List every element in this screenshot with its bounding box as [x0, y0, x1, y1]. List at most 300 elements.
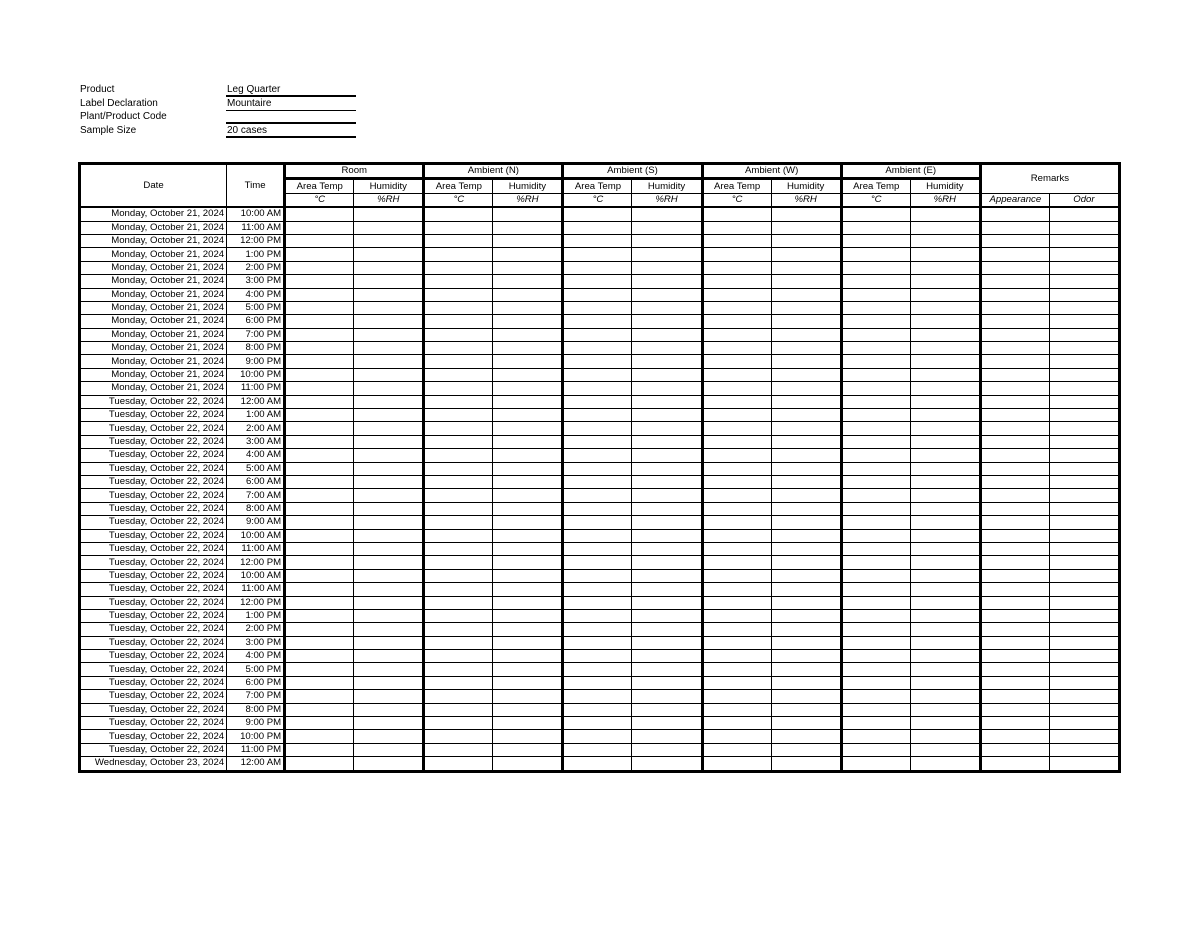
room-humidity-cell[interactable]	[354, 248, 424, 261]
appearance-cell[interactable]	[980, 529, 1049, 542]
ambient-w-area-temp-cell[interactable]	[702, 516, 771, 529]
ambient-n-humidity-cell[interactable]	[493, 542, 563, 555]
ambient-n-area-temp-cell[interactable]	[424, 207, 493, 221]
ambient-e-area-temp-cell[interactable]	[841, 650, 910, 663]
ambient-s-area-temp-cell[interactable]	[563, 435, 632, 448]
ambient-e-area-temp-cell[interactable]	[841, 743, 910, 756]
appearance-cell[interactable]	[980, 757, 1049, 771]
odor-cell[interactable]	[1049, 583, 1119, 596]
ambient-s-humidity-cell[interactable]	[632, 355, 702, 368]
ambient-w-area-temp-cell[interactable]	[702, 609, 771, 622]
ambient-s-humidity-cell[interactable]	[632, 234, 702, 247]
ambient-e-humidity-cell[interactable]	[910, 609, 980, 622]
ambient-e-area-temp-cell[interactable]	[841, 676, 910, 689]
ambient-n-area-temp-cell[interactable]	[424, 703, 493, 716]
ambient-w-area-temp-cell[interactable]	[702, 221, 771, 234]
ambient-n-humidity-cell[interactable]	[493, 342, 563, 355]
ambient-w-humidity-cell[interactable]	[771, 382, 841, 395]
room-humidity-cell[interactable]	[354, 676, 424, 689]
ambient-w-area-temp-cell[interactable]	[702, 703, 771, 716]
room-humidity-cell[interactable]	[354, 207, 424, 221]
room-area-temp-cell[interactable]	[285, 717, 354, 730]
ambient-s-area-temp-cell[interactable]	[563, 502, 632, 515]
ambient-e-humidity-cell[interactable]	[910, 409, 980, 422]
ambient-e-area-temp-cell[interactable]	[841, 382, 910, 395]
room-area-temp-cell[interactable]	[285, 703, 354, 716]
ambient-n-area-temp-cell[interactable]	[424, 650, 493, 663]
ambient-n-humidity-cell[interactable]	[493, 449, 563, 462]
ambient-s-area-temp-cell[interactable]	[563, 462, 632, 475]
ambient-s-area-temp-cell[interactable]	[563, 207, 632, 221]
appearance-cell[interactable]	[980, 556, 1049, 569]
ambient-e-area-temp-cell[interactable]	[841, 502, 910, 515]
room-humidity-cell[interactable]	[354, 368, 424, 381]
odor-cell[interactable]	[1049, 502, 1119, 515]
ambient-n-humidity-cell[interactable]	[493, 583, 563, 596]
ambient-e-area-temp-cell[interactable]	[841, 315, 910, 328]
ambient-w-humidity-cell[interactable]	[771, 435, 841, 448]
room-area-temp-cell[interactable]	[285, 542, 354, 555]
ambient-e-humidity-cell[interactable]	[910, 422, 980, 435]
ambient-n-area-temp-cell[interactable]	[424, 261, 493, 274]
ambient-n-area-temp-cell[interactable]	[424, 583, 493, 596]
ambient-w-humidity-cell[interactable]	[771, 221, 841, 234]
ambient-e-humidity-cell[interactable]	[910, 556, 980, 569]
ambient-n-area-temp-cell[interactable]	[424, 315, 493, 328]
room-area-temp-cell[interactable]	[285, 221, 354, 234]
ambient-n-humidity-cell[interactable]	[493, 502, 563, 515]
room-humidity-cell[interactable]	[354, 328, 424, 341]
ambient-n-area-temp-cell[interactable]	[424, 609, 493, 622]
ambient-e-humidity-cell[interactable]	[910, 569, 980, 582]
ambient-w-area-temp-cell[interactable]	[702, 743, 771, 756]
ambient-n-area-temp-cell[interactable]	[424, 342, 493, 355]
ambient-w-humidity-cell[interactable]	[771, 676, 841, 689]
odor-cell[interactable]	[1049, 301, 1119, 314]
ambient-s-humidity-cell[interactable]	[632, 368, 702, 381]
ambient-n-area-temp-cell[interactable]	[424, 489, 493, 502]
ambient-e-area-temp-cell[interactable]	[841, 609, 910, 622]
ambient-e-area-temp-cell[interactable]	[841, 542, 910, 555]
ambient-s-area-temp-cell[interactable]	[563, 609, 632, 622]
ambient-w-humidity-cell[interactable]	[771, 663, 841, 676]
room-humidity-cell[interactable]	[354, 516, 424, 529]
ambient-w-area-temp-cell[interactable]	[702, 248, 771, 261]
ambient-w-area-temp-cell[interactable]	[702, 342, 771, 355]
room-humidity-cell[interactable]	[354, 221, 424, 234]
ambient-e-humidity-cell[interactable]	[910, 636, 980, 649]
ambient-s-area-temp-cell[interactable]	[563, 596, 632, 609]
ambient-s-area-temp-cell[interactable]	[563, 315, 632, 328]
ambient-n-humidity-cell[interactable]	[493, 663, 563, 676]
ambient-n-area-temp-cell[interactable]	[424, 248, 493, 261]
room-area-temp-cell[interactable]	[285, 315, 354, 328]
ambient-w-area-temp-cell[interactable]	[702, 636, 771, 649]
ambient-e-area-temp-cell[interactable]	[841, 288, 910, 301]
ambient-s-area-temp-cell[interactable]	[563, 717, 632, 730]
odor-cell[interactable]	[1049, 556, 1119, 569]
ambient-w-humidity-cell[interactable]	[771, 248, 841, 261]
ambient-w-humidity-cell[interactable]	[771, 315, 841, 328]
ambient-w-humidity-cell[interactable]	[771, 556, 841, 569]
appearance-cell[interactable]	[980, 207, 1049, 221]
room-area-temp-cell[interactable]	[285, 301, 354, 314]
ambient-n-area-temp-cell[interactable]	[424, 462, 493, 475]
ambient-e-area-temp-cell[interactable]	[841, 221, 910, 234]
ambient-n-humidity-cell[interactable]	[493, 301, 563, 314]
ambient-e-humidity-cell[interactable]	[910, 730, 980, 743]
room-humidity-cell[interactable]	[354, 636, 424, 649]
ambient-n-humidity-cell[interactable]	[493, 234, 563, 247]
appearance-cell[interactable]	[980, 449, 1049, 462]
room-area-temp-cell[interactable]	[285, 328, 354, 341]
ambient-s-humidity-cell[interactable]	[632, 328, 702, 341]
ambient-n-area-temp-cell[interactable]	[424, 636, 493, 649]
ambient-n-humidity-cell[interactable]	[493, 221, 563, 234]
ambient-w-area-temp-cell[interactable]	[702, 355, 771, 368]
ambient-s-area-temp-cell[interactable]	[563, 449, 632, 462]
appearance-cell[interactable]	[980, 502, 1049, 515]
ambient-n-humidity-cell[interactable]	[493, 623, 563, 636]
ambient-e-humidity-cell[interactable]	[910, 583, 980, 596]
room-area-temp-cell[interactable]	[285, 650, 354, 663]
ambient-e-humidity-cell[interactable]	[910, 516, 980, 529]
room-area-temp-cell[interactable]	[285, 288, 354, 301]
appearance-cell[interactable]	[980, 489, 1049, 502]
appearance-cell[interactable]	[980, 462, 1049, 475]
ambient-e-area-temp-cell[interactable]	[841, 207, 910, 221]
ambient-e-area-temp-cell[interactable]	[841, 475, 910, 488]
room-humidity-cell[interactable]	[354, 757, 424, 771]
odor-cell[interactable]	[1049, 342, 1119, 355]
ambient-n-area-temp-cell[interactable]	[424, 556, 493, 569]
room-humidity-cell[interactable]	[354, 395, 424, 408]
ambient-w-humidity-cell[interactable]	[771, 395, 841, 408]
ambient-w-humidity-cell[interactable]	[771, 529, 841, 542]
ambient-s-humidity-cell[interactable]	[632, 449, 702, 462]
ambient-s-humidity-cell[interactable]	[632, 395, 702, 408]
odor-cell[interactable]	[1049, 275, 1119, 288]
room-humidity-cell[interactable]	[354, 623, 424, 636]
ambient-n-humidity-cell[interactable]	[493, 556, 563, 569]
ambient-s-humidity-cell[interactable]	[632, 516, 702, 529]
ambient-n-area-temp-cell[interactable]	[424, 690, 493, 703]
ambient-e-area-temp-cell[interactable]	[841, 596, 910, 609]
ambient-w-humidity-cell[interactable]	[771, 409, 841, 422]
room-area-temp-cell[interactable]	[285, 529, 354, 542]
ambient-w-area-temp-cell[interactable]	[702, 462, 771, 475]
ambient-n-area-temp-cell[interactable]	[424, 569, 493, 582]
appearance-cell[interactable]	[980, 663, 1049, 676]
ambient-s-humidity-cell[interactable]	[632, 583, 702, 596]
ambient-s-area-temp-cell[interactable]	[563, 569, 632, 582]
ambient-s-humidity-cell[interactable]	[632, 569, 702, 582]
appearance-cell[interactable]	[980, 221, 1049, 234]
odor-cell[interactable]	[1049, 409, 1119, 422]
ambient-n-area-temp-cell[interactable]	[424, 516, 493, 529]
ambient-s-area-temp-cell[interactable]	[563, 409, 632, 422]
odor-cell[interactable]	[1049, 636, 1119, 649]
ambient-w-humidity-cell[interactable]	[771, 301, 841, 314]
ambient-n-humidity-cell[interactable]	[493, 529, 563, 542]
room-area-temp-cell[interactable]	[285, 502, 354, 515]
ambient-n-humidity-cell[interactable]	[493, 275, 563, 288]
room-area-temp-cell[interactable]	[285, 516, 354, 529]
ambient-w-humidity-cell[interactable]	[771, 609, 841, 622]
odor-cell[interactable]	[1049, 743, 1119, 756]
ambient-s-humidity-cell[interactable]	[632, 382, 702, 395]
ambient-e-area-temp-cell[interactable]	[841, 409, 910, 422]
product-value[interactable]: Leg Quarter	[226, 83, 356, 97]
ambient-s-humidity-cell[interactable]	[632, 489, 702, 502]
room-area-temp-cell[interactable]	[285, 422, 354, 435]
ambient-w-area-temp-cell[interactable]	[702, 676, 771, 689]
ambient-s-area-temp-cell[interactable]	[563, 342, 632, 355]
room-area-temp-cell[interactable]	[285, 730, 354, 743]
ambient-s-area-temp-cell[interactable]	[563, 301, 632, 314]
ambient-w-humidity-cell[interactable]	[771, 288, 841, 301]
ambient-w-area-temp-cell[interactable]	[702, 409, 771, 422]
ambient-w-area-temp-cell[interactable]	[702, 730, 771, 743]
ambient-n-area-temp-cell[interactable]	[424, 409, 493, 422]
room-humidity-cell[interactable]	[354, 288, 424, 301]
room-humidity-cell[interactable]	[354, 743, 424, 756]
odor-cell[interactable]	[1049, 368, 1119, 381]
room-area-temp-cell[interactable]	[285, 757, 354, 771]
appearance-cell[interactable]	[980, 743, 1049, 756]
ambient-w-area-temp-cell[interactable]	[702, 717, 771, 730]
room-humidity-cell[interactable]	[354, 475, 424, 488]
ambient-n-area-temp-cell[interactable]	[424, 502, 493, 515]
ambient-n-area-temp-cell[interactable]	[424, 475, 493, 488]
ambient-s-area-temp-cell[interactable]	[563, 690, 632, 703]
ambient-e-area-temp-cell[interactable]	[841, 569, 910, 582]
appearance-cell[interactable]	[980, 275, 1049, 288]
ambient-w-area-temp-cell[interactable]	[702, 234, 771, 247]
room-area-temp-cell[interactable]	[285, 382, 354, 395]
room-humidity-cell[interactable]	[354, 275, 424, 288]
ambient-e-humidity-cell[interactable]	[910, 328, 980, 341]
appearance-cell[interactable]	[980, 730, 1049, 743]
ambient-s-area-temp-cell[interactable]	[563, 234, 632, 247]
ambient-s-area-temp-cell[interactable]	[563, 395, 632, 408]
appearance-cell[interactable]	[980, 623, 1049, 636]
appearance-cell[interactable]	[980, 690, 1049, 703]
room-humidity-cell[interactable]	[354, 315, 424, 328]
ambient-e-humidity-cell[interactable]	[910, 207, 980, 221]
ambient-e-humidity-cell[interactable]	[910, 301, 980, 314]
appearance-cell[interactable]	[980, 342, 1049, 355]
ambient-n-area-temp-cell[interactable]	[424, 596, 493, 609]
ambient-e-area-temp-cell[interactable]	[841, 730, 910, 743]
ambient-n-area-temp-cell[interactable]	[424, 301, 493, 314]
ambient-n-area-temp-cell[interactable]	[424, 529, 493, 542]
ambient-w-area-temp-cell[interactable]	[702, 395, 771, 408]
ambient-w-area-temp-cell[interactable]	[702, 382, 771, 395]
ambient-e-humidity-cell[interactable]	[910, 382, 980, 395]
ambient-e-humidity-cell[interactable]	[910, 542, 980, 555]
odor-cell[interactable]	[1049, 757, 1119, 771]
odor-cell[interactable]	[1049, 261, 1119, 274]
ambient-s-humidity-cell[interactable]	[632, 248, 702, 261]
room-area-temp-cell[interactable]	[285, 207, 354, 221]
room-area-temp-cell[interactable]	[285, 489, 354, 502]
room-humidity-cell[interactable]	[354, 409, 424, 422]
odor-cell[interactable]	[1049, 663, 1119, 676]
ambient-e-area-temp-cell[interactable]	[841, 395, 910, 408]
ambient-n-humidity-cell[interactable]	[493, 516, 563, 529]
room-humidity-cell[interactable]	[354, 422, 424, 435]
odor-cell[interactable]	[1049, 730, 1119, 743]
room-area-temp-cell[interactable]	[285, 609, 354, 622]
odor-cell[interactable]	[1049, 516, 1119, 529]
ambient-e-humidity-cell[interactable]	[910, 475, 980, 488]
appearance-cell[interactable]	[980, 636, 1049, 649]
ambient-e-humidity-cell[interactable]	[910, 435, 980, 448]
ambient-w-area-temp-cell[interactable]	[702, 275, 771, 288]
ambient-n-humidity-cell[interactable]	[493, 368, 563, 381]
ambient-w-humidity-cell[interactable]	[771, 489, 841, 502]
room-humidity-cell[interactable]	[354, 609, 424, 622]
ambient-e-humidity-cell[interactable]	[910, 449, 980, 462]
ambient-n-area-temp-cell[interactable]	[424, 435, 493, 448]
ambient-s-area-temp-cell[interactable]	[563, 556, 632, 569]
odor-cell[interactable]	[1049, 328, 1119, 341]
ambient-n-area-temp-cell[interactable]	[424, 395, 493, 408]
ambient-w-humidity-cell[interactable]	[771, 342, 841, 355]
ambient-n-area-temp-cell[interactable]	[424, 355, 493, 368]
ambient-s-humidity-cell[interactable]	[632, 529, 702, 542]
odor-cell[interactable]	[1049, 569, 1119, 582]
odor-cell[interactable]	[1049, 422, 1119, 435]
ambient-n-humidity-cell[interactable]	[493, 315, 563, 328]
ambient-s-area-temp-cell[interactable]	[563, 516, 632, 529]
ambient-e-area-temp-cell[interactable]	[841, 556, 910, 569]
ambient-e-humidity-cell[interactable]	[910, 315, 980, 328]
ambient-s-area-temp-cell[interactable]	[563, 650, 632, 663]
odor-cell[interactable]	[1049, 395, 1119, 408]
ambient-e-humidity-cell[interactable]	[910, 529, 980, 542]
ambient-n-area-temp-cell[interactable]	[424, 663, 493, 676]
ambient-s-area-temp-cell[interactable]	[563, 636, 632, 649]
ambient-w-humidity-cell[interactable]	[771, 261, 841, 274]
room-area-temp-cell[interactable]	[285, 435, 354, 448]
ambient-e-area-temp-cell[interactable]	[841, 449, 910, 462]
ambient-s-area-temp-cell[interactable]	[563, 382, 632, 395]
appearance-cell[interactable]	[980, 542, 1049, 555]
appearance-cell[interactable]	[980, 583, 1049, 596]
ambient-s-humidity-cell[interactable]	[632, 703, 702, 716]
ambient-s-humidity-cell[interactable]	[632, 596, 702, 609]
ambient-s-humidity-cell[interactable]	[632, 757, 702, 771]
ambient-w-humidity-cell[interactable]	[771, 583, 841, 596]
ambient-w-area-temp-cell[interactable]	[702, 315, 771, 328]
room-area-temp-cell[interactable]	[285, 248, 354, 261]
room-humidity-cell[interactable]	[354, 382, 424, 395]
ambient-n-humidity-cell[interactable]	[493, 757, 563, 771]
ambient-e-area-temp-cell[interactable]	[841, 355, 910, 368]
ambient-s-area-temp-cell[interactable]	[563, 248, 632, 261]
odor-cell[interactable]	[1049, 529, 1119, 542]
appearance-cell[interactable]	[980, 676, 1049, 689]
ambient-w-humidity-cell[interactable]	[771, 475, 841, 488]
ambient-n-area-temp-cell[interactable]	[424, 368, 493, 381]
ambient-w-humidity-cell[interactable]	[771, 542, 841, 555]
ambient-n-area-temp-cell[interactable]	[424, 422, 493, 435]
ambient-s-area-temp-cell[interactable]	[563, 663, 632, 676]
odor-cell[interactable]	[1049, 475, 1119, 488]
ambient-w-humidity-cell[interactable]	[771, 569, 841, 582]
ambient-s-area-temp-cell[interactable]	[563, 328, 632, 341]
room-humidity-cell[interactable]	[354, 703, 424, 716]
ambient-n-humidity-cell[interactable]	[493, 435, 563, 448]
ambient-w-area-temp-cell[interactable]	[702, 301, 771, 314]
ambient-w-area-temp-cell[interactable]	[702, 207, 771, 221]
ambient-w-humidity-cell[interactable]	[771, 355, 841, 368]
ambient-n-humidity-cell[interactable]	[493, 717, 563, 730]
room-humidity-cell[interactable]	[354, 690, 424, 703]
ambient-e-area-temp-cell[interactable]	[841, 248, 910, 261]
room-area-temp-cell[interactable]	[285, 234, 354, 247]
ambient-w-humidity-cell[interactable]	[771, 650, 841, 663]
odor-cell[interactable]	[1049, 703, 1119, 716]
ambient-s-humidity-cell[interactable]	[632, 315, 702, 328]
ambient-e-humidity-cell[interactable]	[910, 261, 980, 274]
ambient-w-area-temp-cell[interactable]	[702, 502, 771, 515]
odor-cell[interactable]	[1049, 623, 1119, 636]
ambient-n-humidity-cell[interactable]	[493, 730, 563, 743]
ambient-s-humidity-cell[interactable]	[632, 636, 702, 649]
room-area-temp-cell[interactable]	[285, 623, 354, 636]
ambient-w-humidity-cell[interactable]	[771, 703, 841, 716]
odor-cell[interactable]	[1049, 435, 1119, 448]
odor-cell[interactable]	[1049, 315, 1119, 328]
ambient-n-humidity-cell[interactable]	[493, 328, 563, 341]
ambient-e-area-temp-cell[interactable]	[841, 583, 910, 596]
ambient-e-humidity-cell[interactable]	[910, 395, 980, 408]
room-area-temp-cell[interactable]	[285, 275, 354, 288]
ambient-s-humidity-cell[interactable]	[632, 542, 702, 555]
ambient-w-area-temp-cell[interactable]	[702, 489, 771, 502]
room-humidity-cell[interactable]	[354, 342, 424, 355]
appearance-cell[interactable]	[980, 301, 1049, 314]
room-area-temp-cell[interactable]	[285, 368, 354, 381]
ambient-n-area-temp-cell[interactable]	[424, 382, 493, 395]
ambient-s-humidity-cell[interactable]	[632, 609, 702, 622]
ambient-w-area-temp-cell[interactable]	[702, 288, 771, 301]
ambient-w-area-temp-cell[interactable]	[702, 650, 771, 663]
room-area-temp-cell[interactable]	[285, 462, 354, 475]
ambient-s-humidity-cell[interactable]	[632, 556, 702, 569]
ambient-e-humidity-cell[interactable]	[910, 462, 980, 475]
ambient-s-humidity-cell[interactable]	[632, 435, 702, 448]
ambient-n-humidity-cell[interactable]	[493, 382, 563, 395]
ambient-w-humidity-cell[interactable]	[771, 502, 841, 515]
odor-cell[interactable]	[1049, 676, 1119, 689]
ambient-e-humidity-cell[interactable]	[910, 288, 980, 301]
ambient-n-humidity-cell[interactable]	[493, 703, 563, 716]
appearance-cell[interactable]	[980, 516, 1049, 529]
odor-cell[interactable]	[1049, 609, 1119, 622]
ambient-s-humidity-cell[interactable]	[632, 690, 702, 703]
ambient-s-area-temp-cell[interactable]	[563, 368, 632, 381]
appearance-cell[interactable]	[980, 355, 1049, 368]
ambient-s-area-temp-cell[interactable]	[563, 355, 632, 368]
ambient-w-area-temp-cell[interactable]	[702, 449, 771, 462]
ambient-w-area-temp-cell[interactable]	[702, 529, 771, 542]
ambient-w-area-temp-cell[interactable]	[702, 422, 771, 435]
ambient-e-humidity-cell[interactable]	[910, 342, 980, 355]
